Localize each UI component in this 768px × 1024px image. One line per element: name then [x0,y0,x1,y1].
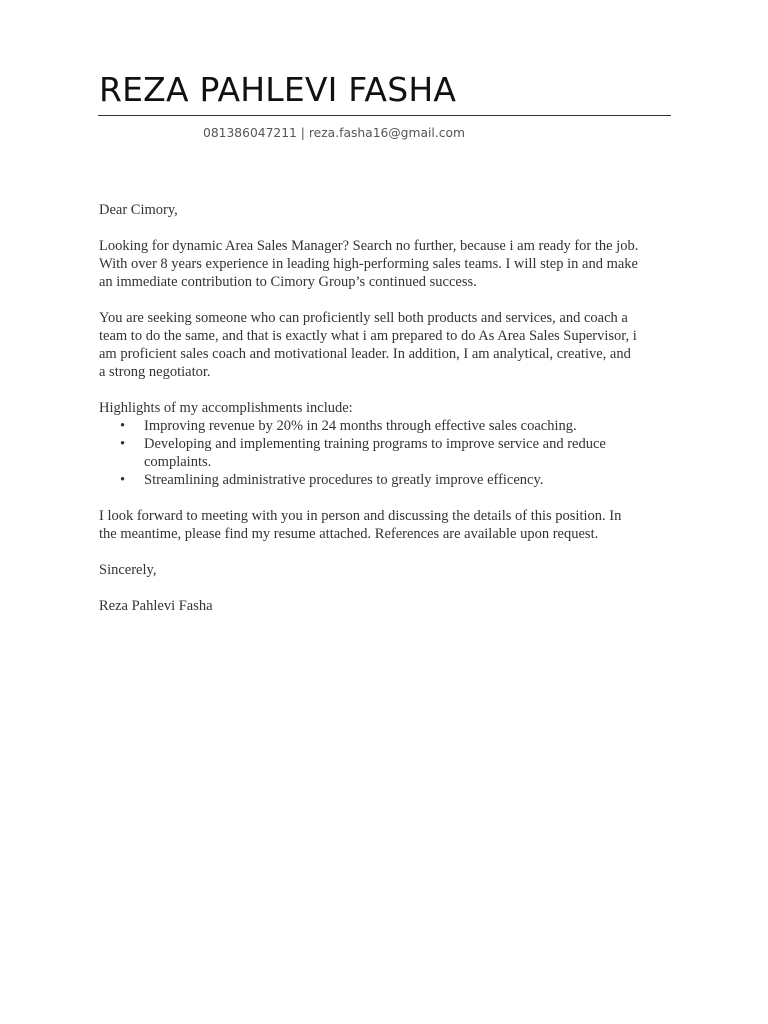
paragraph-skills: You are seeking someone who can proficiently sell both products and services, and coach a team to do the same, and that is exactly what i am prepared to do As Area Sales Supervisor, i am proficient sales coach and motivational leader. In addition, I am analytical, creative, and a strong negotiator. [99,310,637,380]
salutation: Dear Cimory, [99,202,178,218]
highlight-item [99,417,639,435]
highlight-item [99,471,639,489]
paragraph-intro: Looking for dynamic Area Sales Manager? Search no further, because i am ready for the job. With over 8 years experience in leading high-performing sales teams. I will step in and make an immediate contribution to Cimory Group’s continued success. [99,238,639,290]
highlight-text: Streamlining administrative procedures to greatly improve efficency. [144,472,544,488]
applicant-name: REZA PAHLEVI FASHA [99,70,457,109]
contact-line [203,124,465,142]
bullet-icon: • [120,418,126,434]
letter-body [99,201,639,633]
highlight-text: Developing and implementing training programs to improve service and reduce complaints. [144,436,606,470]
highlight-item [99,435,639,471]
bullet-icon: • [120,472,126,488]
highlights-list [99,417,639,489]
phone-number: 081386047211 [203,126,297,140]
email-address: reza.fasha16@gmail.com [308,126,465,140]
bullet-icon: • [120,436,126,452]
closing: Sincerely, [99,562,157,578]
signature: Reza Pahlevi Fasha [99,598,213,614]
contact-separator: | [296,126,309,140]
highlights-intro: Highlights of my accomplishments include: [99,400,353,416]
highlight-text: Improving revenue by 20% in 24 months through effective sales coaching. [144,418,577,434]
paragraph-closing: I look forward to meeting with you in person and discussing the details of this position. In the meantime, please find my resume attached. References are available upon request. [99,508,622,542]
header-divider [98,115,671,116]
